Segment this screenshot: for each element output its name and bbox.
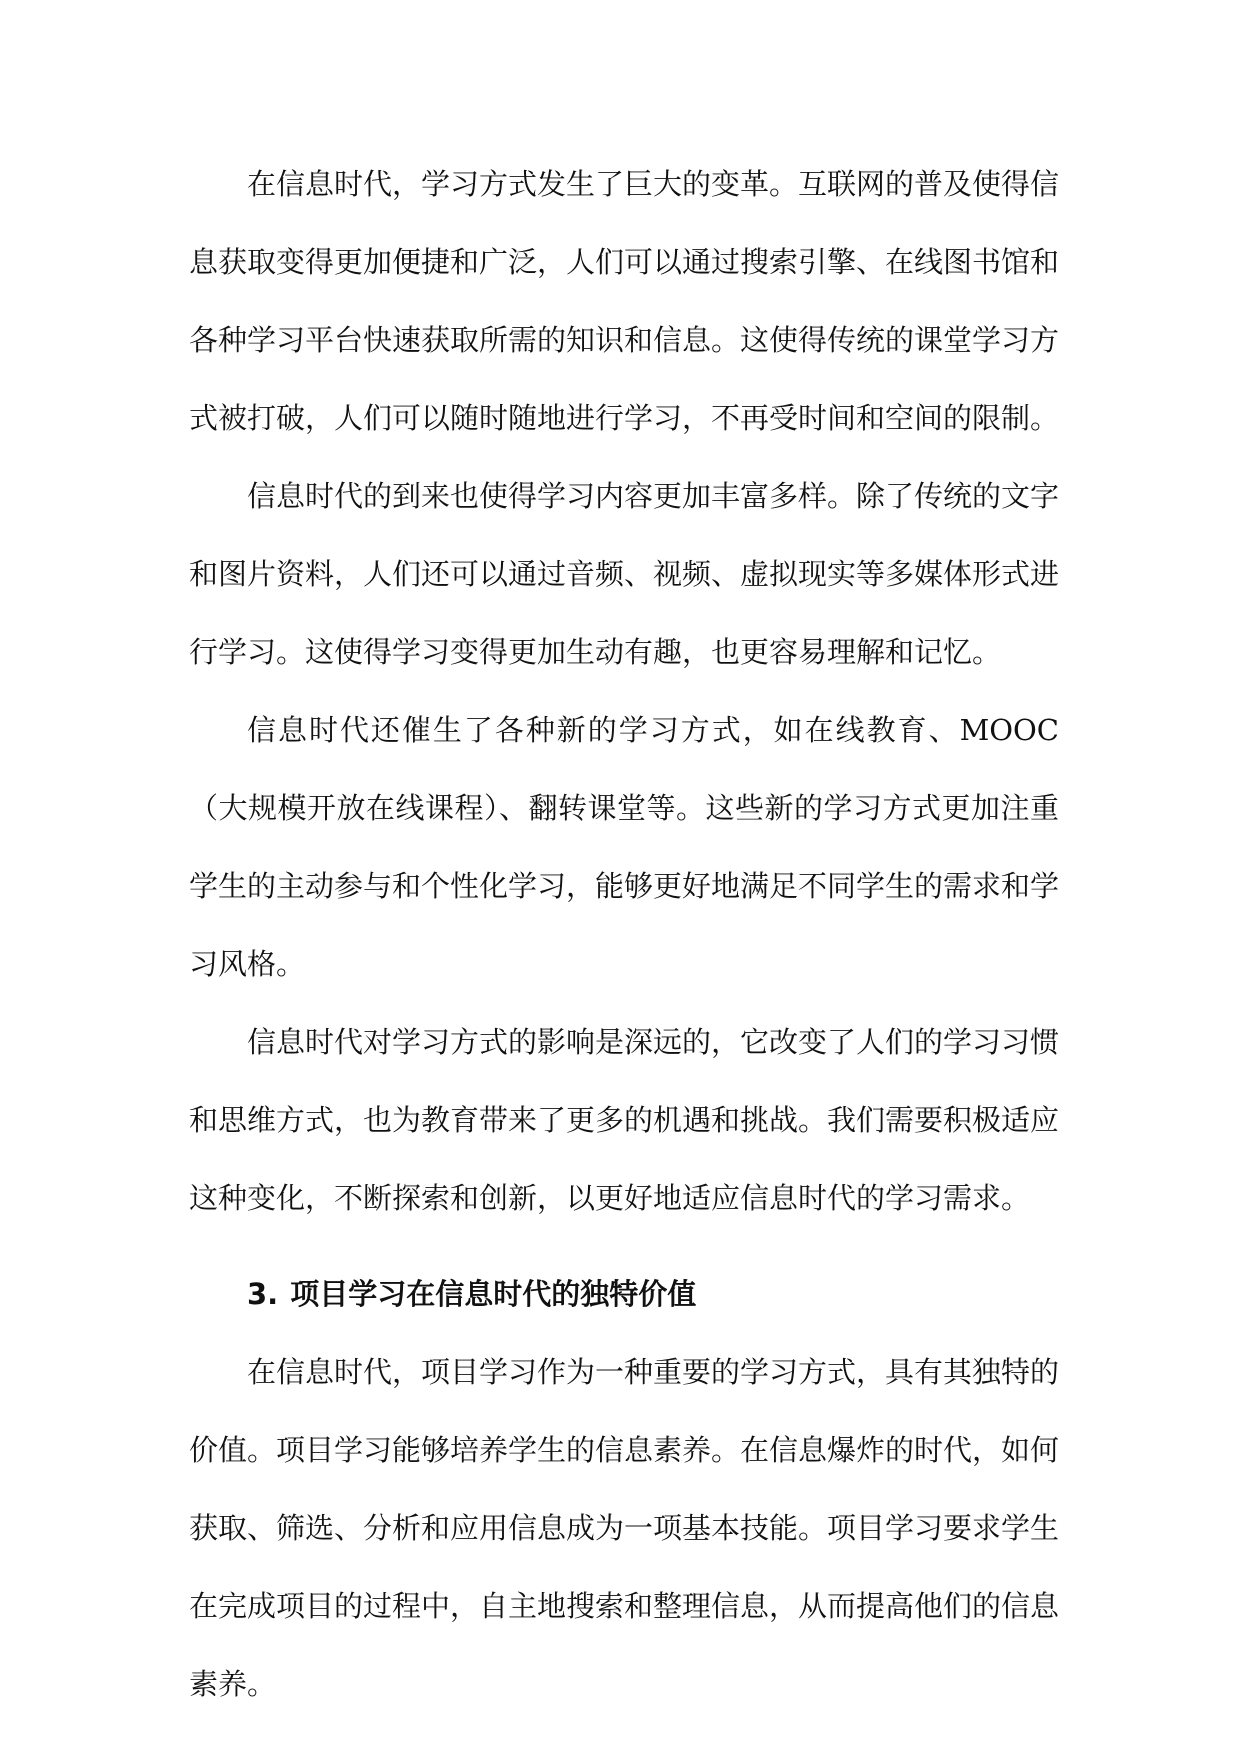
document-body [189, 145, 1059, 1723]
section-title: 项目学习在信息时代的独特价值 [290, 1277, 697, 1311]
paragraph-far-reaching-impact: 信息时代对学习方式的影响是深远的，它改变了人们的学习习惯和思维方式，也为教育带来了更多的机遇和挑战。我们需要积极适应这种变化，不断探索和创新，以更好地适应信息时代的学习需求。 [189, 1025, 1060, 1215]
section-heading [189, 1255, 1059, 1333]
paragraph-rich-content: 信息时代的到来也使得学习内容更加丰富多样。除了传统的文字和图片资料，人们还可以通过音频、视频、虚拟现实等多媒体形式进行学习。这使得学习变得更加生动有趣，也更容易理解和记忆。 [189, 479, 1060, 669]
paragraph-learning-revolution: 在信息时代，学习方式发生了巨大的变革。互联网的普及使得信息获取变得更加便捷和广泛，人们可以通过搜索引擎、在线图书馆和各种学习平台快速获取所需的知识和信息。这使得传统的课堂学习方式被打破，人们可以随时随地进行学习，不再受时间和空间的限制。 [189, 167, 1060, 435]
paragraph-project-learning-value: 在信息时代，项目学习作为一种重要的学习方式，具有其独特的价值。项目学习能够培养学生的信息素养。在信息爆炸的时代，如何获取、筛选、分析和应用信息成为一项基本技能。项目学习要求学生在完成项目的过程中，自主地搜索和整理信息，从而提高他们的信息素养。 [189, 1355, 1060, 1701]
paragraph-new-learning-methods: 信息时代还催生了各种新的学习方式，如在线教育、MOOC（大规模开放在线课程）、翻转课堂等。这些新的学习方式更加注重学生的主动参与和个性化学习，能够更好地满足不同学生的需求和学习风格。 [189, 713, 1060, 981]
section-number: 3. [247, 1277, 279, 1311]
